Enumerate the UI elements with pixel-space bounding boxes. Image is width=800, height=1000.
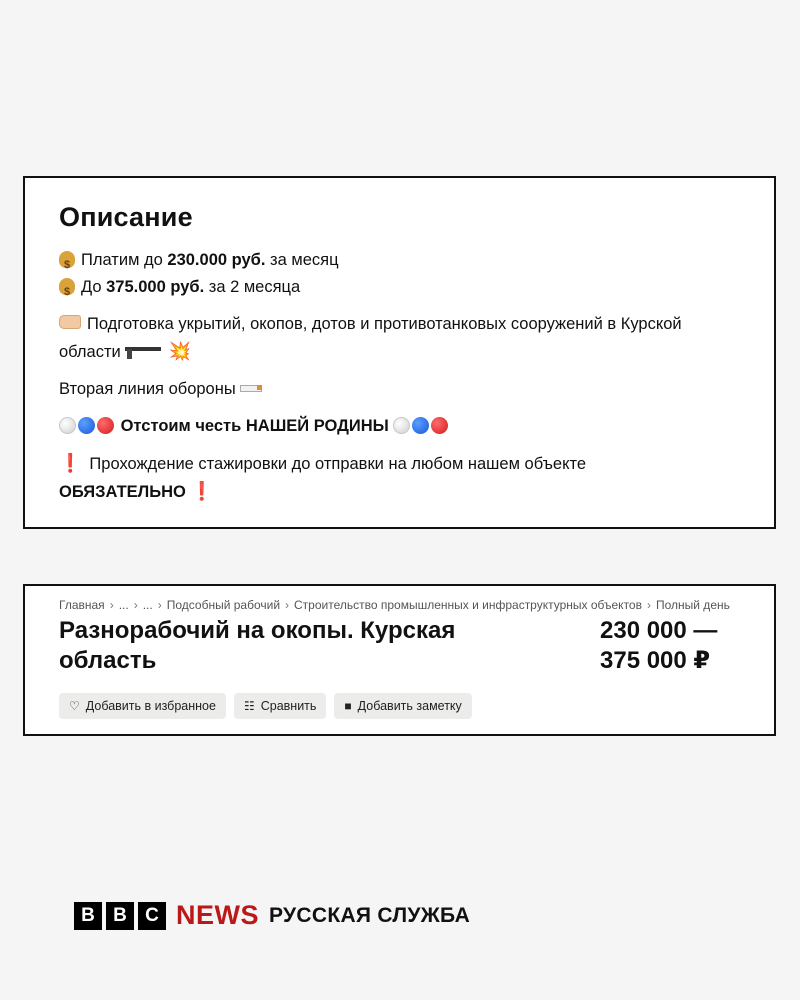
white-circle-icon xyxy=(393,417,410,434)
breadcrumb-ellipsis[interactable]: ... xyxy=(118,598,129,612)
red-circle-icon xyxy=(431,417,448,434)
compare-list-icon: ☷ xyxy=(243,699,255,713)
news-wordmark: NEWS xyxy=(176,900,259,930)
cigarette-icon xyxy=(240,385,262,392)
compare-label: Сравнить xyxy=(260,699,317,713)
gun-icon xyxy=(121,345,163,359)
note-icon: ■ xyxy=(344,699,352,713)
money-bag-icon xyxy=(59,251,75,268)
defense-line xyxy=(59,376,740,403)
description-heading: Описание xyxy=(59,202,193,232)
blue-circle-icon xyxy=(412,417,429,434)
chevron-right-icon: › xyxy=(133,598,138,612)
motto-line xyxy=(59,413,740,440)
exclamation-icon: ❗ xyxy=(190,481,213,501)
description-card xyxy=(23,176,776,529)
fist-icon xyxy=(59,315,81,329)
work-line-text-2: области xyxy=(59,343,121,361)
chevron-right-icon: › xyxy=(285,598,290,612)
salary xyxy=(600,616,740,676)
money-bag-icon xyxy=(59,278,75,295)
title-row xyxy=(59,616,740,676)
pay-line-1-amount: 230.000 руб. xyxy=(167,251,266,269)
salary-line-2: 375 000 ₽ xyxy=(600,647,711,674)
pay-line-2-pre: До xyxy=(81,278,107,296)
heart-icon: ♡ xyxy=(69,699,80,713)
pay-line-1 xyxy=(59,247,740,274)
breadcrumb xyxy=(59,598,740,612)
chevron-right-icon: › xyxy=(109,598,114,612)
service-name: РУССКАЯ СЛУЖБА xyxy=(269,903,471,927)
work-line xyxy=(59,311,740,366)
bbc-letter-b: B xyxy=(74,902,102,930)
breadcrumb-home[interactable]: Главная xyxy=(59,598,105,612)
chevron-right-icon: › xyxy=(646,598,651,612)
add-note-label: Добавить заметку xyxy=(357,699,462,713)
breadcrumb-category[interactable]: Подсобный рабочий xyxy=(166,598,281,612)
breadcrumb-schedule[interactable]: Полный день xyxy=(655,598,730,612)
add-note-button[interactable] xyxy=(334,693,471,719)
pay-line-1-pre: Платим до xyxy=(81,251,168,269)
breadcrumb-ellipsis[interactable]: ... xyxy=(142,598,153,612)
pay-line-1-post: за месяц xyxy=(265,251,339,269)
internship-line xyxy=(59,450,740,506)
bbc-letter-b: B xyxy=(106,902,134,930)
internship-text: Прохождение стажировки до отправки на любом нашем объекте xyxy=(89,455,587,473)
blue-circle-icon xyxy=(78,417,95,434)
pay-line-2-post: за 2 месяца xyxy=(204,278,301,296)
white-circle-icon xyxy=(59,417,76,434)
exclamation-icon: ❗ xyxy=(59,453,82,473)
work-line-text-1: Подготовка укрытий, окопов, дотов и противотанковых сооружений в Курской xyxy=(87,315,682,333)
vacancy-title: Разнорабочий на окопы. Курская область xyxy=(59,617,456,674)
actions-bar xyxy=(59,693,740,719)
add-to-favorites-button[interactable] xyxy=(59,693,226,719)
defense-line-text: Вторая линия обороны xyxy=(59,380,236,398)
bbc-letter-c: C xyxy=(138,902,166,930)
red-circle-icon xyxy=(97,417,114,434)
vacancy-card xyxy=(23,584,776,736)
pay-line-2-amount: 375.000 руб. xyxy=(106,278,205,296)
internship-required: ОБЯЗАТЕЛЬНО xyxy=(59,483,186,501)
breadcrumb-industry[interactable]: Строительство промышленных и инфраструктурных объектов xyxy=(294,598,642,612)
salary-line-1: 230 000 — xyxy=(600,617,718,644)
explosion-icon: 💥 xyxy=(168,341,192,361)
pay-line-2 xyxy=(59,274,740,301)
bbc-news-logo xyxy=(74,900,470,931)
motto-text: Отстоим честь НАШЕЙ РОДИНЫ xyxy=(120,417,389,435)
chevron-right-icon: › xyxy=(157,598,162,612)
add-to-favorites-label: Добавить в избранное xyxy=(85,699,216,713)
compare-button[interactable] xyxy=(234,693,326,719)
